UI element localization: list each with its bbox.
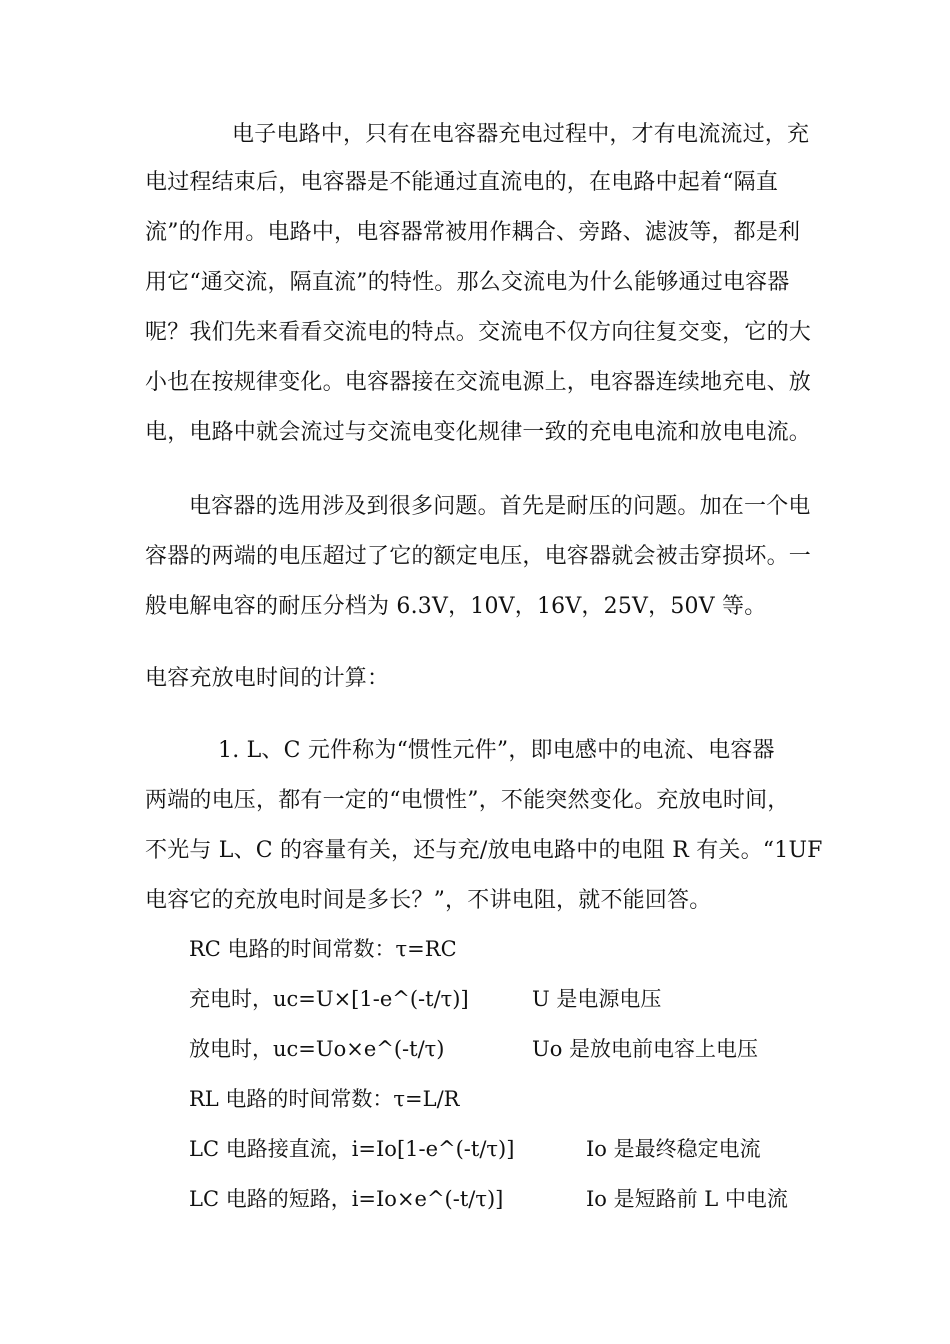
formula-lc-dc: LC 电路接直流，i=Io[1-e^(-t/τ)] xyxy=(189,1137,515,1161)
formula-lc-dc-note: Io 是最终稳定电流 xyxy=(586,1137,761,1161)
formula-discharging-note: Uo 是放电前电容上电压 xyxy=(532,1037,759,1061)
text-line: 两端的电压，都有一定的“电惯性”，不能突然变化。充放电时间， xyxy=(145,788,790,813)
formula-lc-short-note: Io 是短路前 L 中电流 xyxy=(586,1187,788,1211)
text-line: 流”的作用。电路中，电容器常被用作耦合、旁路、滤波等，都是利 xyxy=(145,220,801,245)
text-line: 容器的两端的电压超过了它的额定电压，电容器就会被击穿损坏。一 xyxy=(145,544,812,569)
formula-rc-time-constant: RC 电路的时间常数：τ=RC xyxy=(189,937,457,961)
section-heading: 电容充放电时间的计算： xyxy=(145,666,390,691)
formula-charging: 充电时，uc=U×[1-e^(-t/τ)] xyxy=(189,987,469,1011)
text-line: 电，电路中就会流过与交流电变化规律一致的充电电流和放电电流。 xyxy=(145,420,812,445)
text-line: 1. L、C 元件称为“惯性元件”，即电感中的电流、电容器 xyxy=(218,738,775,763)
text-line: 电容它的充放电时间是多长？”，不讲电阻，就不能回答。 xyxy=(145,888,712,913)
text-line: 般电解电容的耐压分档为 6.3V，10V，16V，25V，50V 等。 xyxy=(145,594,767,619)
formula-rl-time-constant: RL 电路的时间常数：τ=L/R xyxy=(189,1087,460,1111)
text-line: 呢？我们先来看看交流电的特点。交流电不仅方向往复交变，它的大 xyxy=(145,320,812,345)
text-line: 电过程结束后，电容器是不能通过直流电的，在电路中起着“隔直 xyxy=(145,170,779,195)
formula-discharging: 放电时，uc=Uo×e^(-t/τ) xyxy=(189,1037,445,1061)
text-line: 用它“通交流，隔直流”的特性。那么交流电为什么能够通过电容器 xyxy=(145,270,790,295)
text-line: 电子电路中，只有在电容器充电过程中，才有电流流过，充 xyxy=(232,122,810,147)
formula-lc-short: LC 电路的短路，i=Io×e^(-t/τ)] xyxy=(189,1187,504,1211)
text-line: 电容器的选用涉及到很多问题。首先是耐压的问题。加在一个电 xyxy=(189,494,811,519)
text-line: 小也在按规律变化。电容器接在交流电源上，电容器连续地充电、放 xyxy=(145,370,812,395)
text-line: 不光与 L、C 的容量有关，还与充/放电电路中的电阻 R 有关。“1UF xyxy=(145,838,823,863)
formula-charging-note: U 是电源电压 xyxy=(532,987,662,1011)
